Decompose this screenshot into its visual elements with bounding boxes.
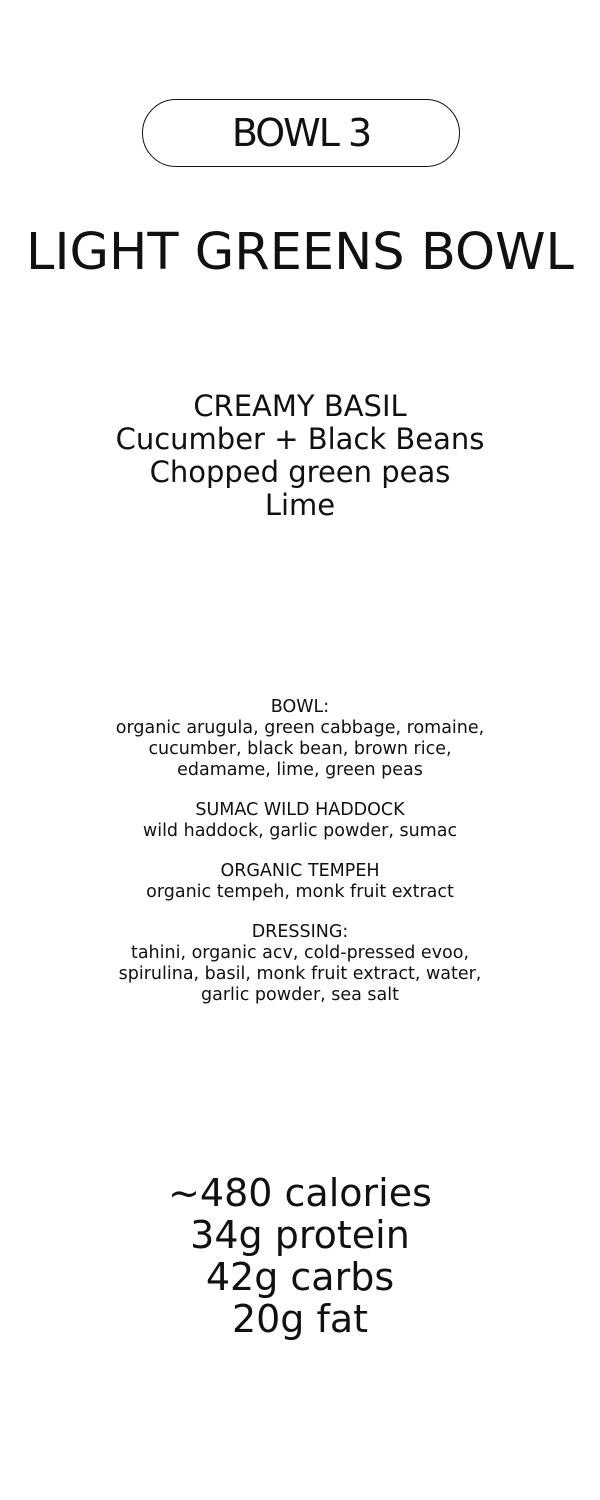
bowl-number-label: BOWL 3 [231,111,371,155]
feature-item: CREAMY BASIL [193,389,407,423]
ingredient-line: garlic powder, sea salt [201,985,399,1005]
feature-item: Lime [264,488,336,522]
calories-value: ~480 calories [168,1171,432,1215]
ingredient-line: wild haddock, garlic powder, sumac [142,821,458,841]
feature-item: Chopped green peas [149,455,451,489]
ingredient-section-bowl [0,697,600,781]
protein-value: 34g protein [190,1213,410,1257]
bowl-number-badge [142,99,460,167]
ingredient-line: tahini, organic acv, cold-pressed evoo, [130,943,470,963]
section-heading: SUMAC WILD HADDOCK [195,800,405,820]
ingredient-line: organic tempeh, monk fruit extract [146,882,454,902]
fat-value: 20g fat [231,1297,369,1341]
ingredient-line: spirulina, basil, monk fruit extract, water, [118,964,482,984]
ingredient-line: organic arugula, green cabbage, romaine, [115,718,485,738]
ingredients-list [0,697,600,1025]
bowl-title: LIGHT GREENS BOWL [26,223,574,282]
section-heading: ORGANIC TEMPEH [220,861,380,881]
ingredient-section-dressing [0,922,600,1006]
ingredient-line: cucumber, black bean, brown rice, [148,739,452,759]
section-heading: BOWL: [270,697,330,717]
nutrition-facts [0,1172,600,1340]
ingredient-section-tempeh [0,861,600,903]
ingredient-section-haddock [0,800,600,842]
carbs-value: 42g carbs [205,1255,395,1299]
feature-item: Cucumber + Black Beans [115,422,485,456]
section-heading: DRESSING: [251,922,349,942]
feature-list [0,390,600,522]
ingredient-line: edamame, lime, green peas [177,760,423,780]
